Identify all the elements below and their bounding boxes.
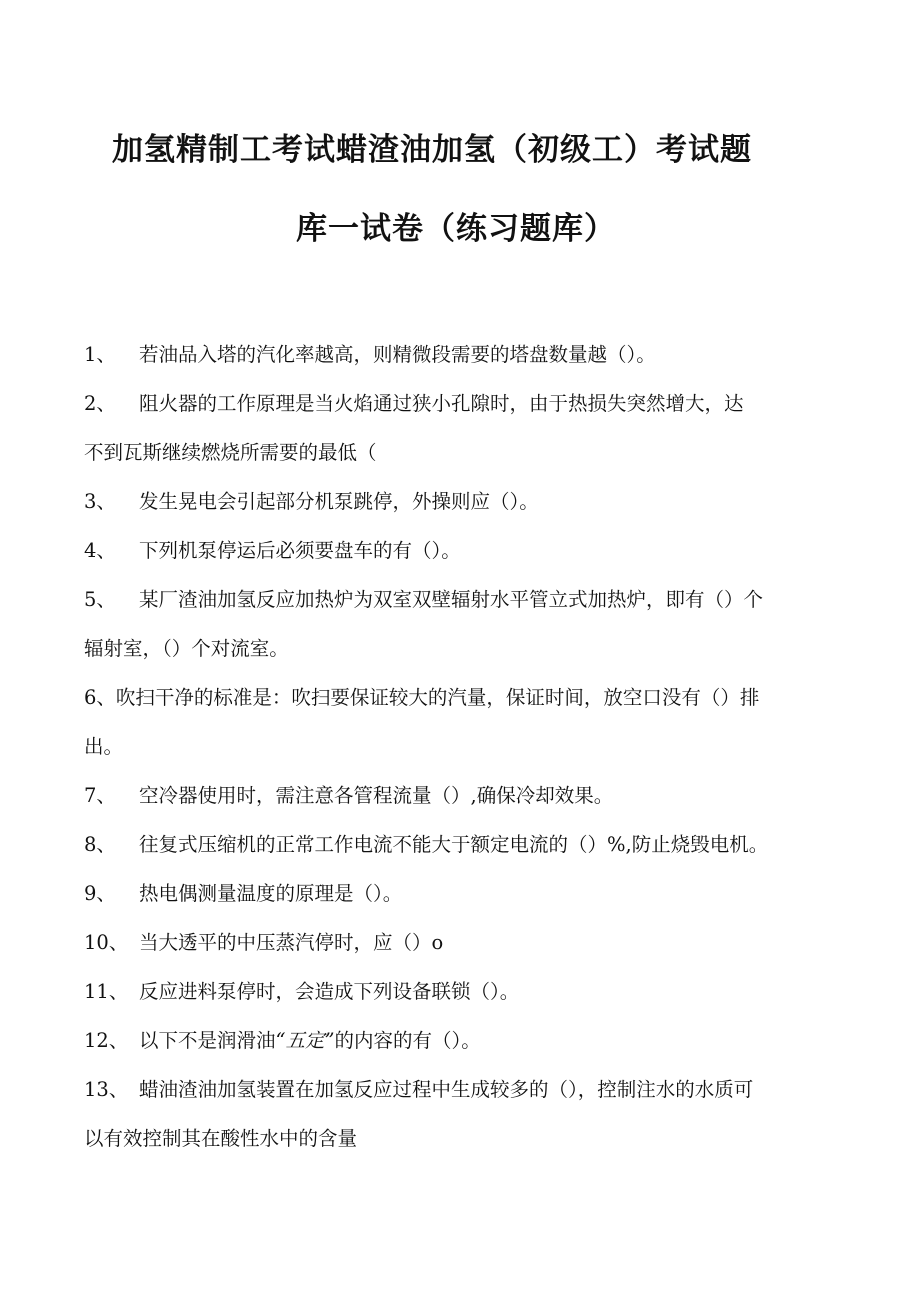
question-text: 热电偶测量温度的原理是（）。 xyxy=(139,882,403,905)
question-number: 12、 xyxy=(84,1029,129,1052)
question-item xyxy=(84,771,854,820)
question-number: 9、 xyxy=(84,882,116,905)
question-number: 7、 xyxy=(84,784,116,807)
question-text: 蜡油渣油加氢装置在加氢反应过程中生成较多的（），控制注水的水质可 xyxy=(139,1078,754,1101)
question-text: 若油品入塔的汽化率越高，则精微段需要的塔盘数量越（）。 xyxy=(139,343,656,366)
question-item xyxy=(84,575,854,673)
question-text: 某厂渣油加氢反应加热炉为双室双壁辐射水平管立式加热炉，即有（）个 xyxy=(139,588,764,611)
page-title-line-1: 加氢精制工考试蜡渣油加氢（初级工）考试题 xyxy=(112,132,752,168)
question-number: 4、 xyxy=(84,539,116,562)
question-text-continued: 辐射室，（）个对流室。 xyxy=(84,637,289,660)
question-item xyxy=(84,1065,854,1163)
question-number: 10、 xyxy=(84,931,129,954)
question-item xyxy=(84,918,854,967)
question-text: 吹扫干净的标准是：吹扫要保证较大的汽量，保证时间，放空口没有（）排 xyxy=(115,686,760,709)
question-number: 11、 xyxy=(84,980,129,1003)
question-item xyxy=(84,1016,854,1065)
page-title-line-2: 库一试卷（练习题库） xyxy=(296,211,616,247)
question-text: 发生晃电会引起部分机泵跳停，外操则应（）。 xyxy=(139,490,539,513)
question-text: 空冷器使用时，需注意各管程流量（）,确保冷却效果。 xyxy=(139,784,614,807)
question-item xyxy=(84,820,854,869)
question-text-continued: 不到瓦斯继续燃烧所需要的最低（ xyxy=(84,441,377,464)
question-text: 的内容的有（）。 xyxy=(334,1029,481,1052)
question-text-continued: 出。 xyxy=(84,735,124,758)
question-number: 1、 xyxy=(84,343,116,366)
question-item xyxy=(84,526,854,575)
question-item xyxy=(84,869,854,918)
question-item xyxy=(84,673,854,771)
question-number: 13、 xyxy=(84,1078,129,1101)
question-text-emphasis: “五定” xyxy=(275,1029,335,1052)
question-text: 往复式压缩机的正常工作电流不能大于额定电流的（）%,防止烧毁电机。 xyxy=(139,833,769,856)
question-item xyxy=(84,379,854,477)
question-number: 5、 xyxy=(84,588,116,611)
question-list xyxy=(84,330,854,1163)
question-number: 6、 xyxy=(84,686,116,709)
question-number: 2、 xyxy=(84,392,116,415)
question-item xyxy=(84,330,854,379)
question-text: 以下不是润滑油 xyxy=(139,1029,276,1052)
question-number: 3、 xyxy=(84,490,116,513)
question-item xyxy=(84,477,854,526)
question-text: 下列机泵停运后必须要盘车的有（）。 xyxy=(139,539,461,562)
question-number: 8、 xyxy=(84,833,116,856)
question-text: 反应进料泵停时，会造成下列设备联锁（）。 xyxy=(139,980,520,1003)
question-text: 阻火器的工作原理是当火焰通过狭小孔隙时，由于热损失突然增大，达 xyxy=(139,392,744,415)
question-item xyxy=(84,967,854,1016)
question-text-continued: 以有效控制其在酸性水中的含量 xyxy=(84,1127,358,1150)
question-text: 当大透平的中压蒸汽停时，应（）o xyxy=(139,931,444,954)
